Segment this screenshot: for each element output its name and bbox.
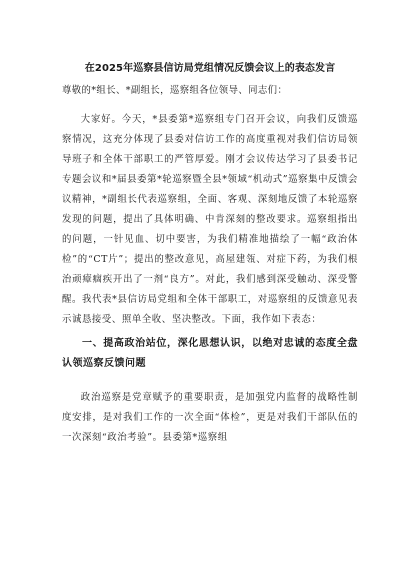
section-heading: 一、提高政治站位，深化思想认识，以绝对忠诚的态度全盘认领巡察反馈问题 (62, 338, 358, 369)
document-page (62, 62, 358, 448)
section-paragraph: 政治巡察是党章赋予的重要职责，是加强党内监督的战略性制度安排，是对我们工作的一次全面“体检”，更是对我们干部队伍的一次深刻“政治考验”。县委第*巡察组 (62, 392, 358, 443)
salutation: 尊敬的*组长、*副组长，巡察组各位领导、同志们： (62, 85, 288, 96)
body-paragraph: 大家好。今天，*县委第*巡察组专门召开会议，向我们反馈巡察情况，这充分体现了县委对信访工作的高度重视对我们信访局领导班子和全体干部职工的严管厚爱。刚才会议传达学习了县委书记专题会议和*届县委第*轮巡察暨全县*领域“机动式”巡察集中反馈会议精神，*副组长代表巡察组，全面、客观、深刻地反馈了本轮巡察发现的问题，提出了具体明确、中肯深刻的整改要求。巡察组指出的问题，一针见血、切中要害，为我们精准地描绘了一幅“政治体检”的“CT片”；提出的整改意见，高屋建瓴、对症下药，为我们根治顽瘴痼疾开出了一剂“良方”。对此，我们感到深受触动、深受警醒。我代表*县信访局党组和全体干部职工，对巡察组的反馈意见表示诚恳接受、照单全收、坚决整改。下面，我作如下表态： (62, 114, 358, 325)
document-title: 在2025年巡察县信访局党组情况反馈会议上的表态发言 (84, 63, 336, 74)
